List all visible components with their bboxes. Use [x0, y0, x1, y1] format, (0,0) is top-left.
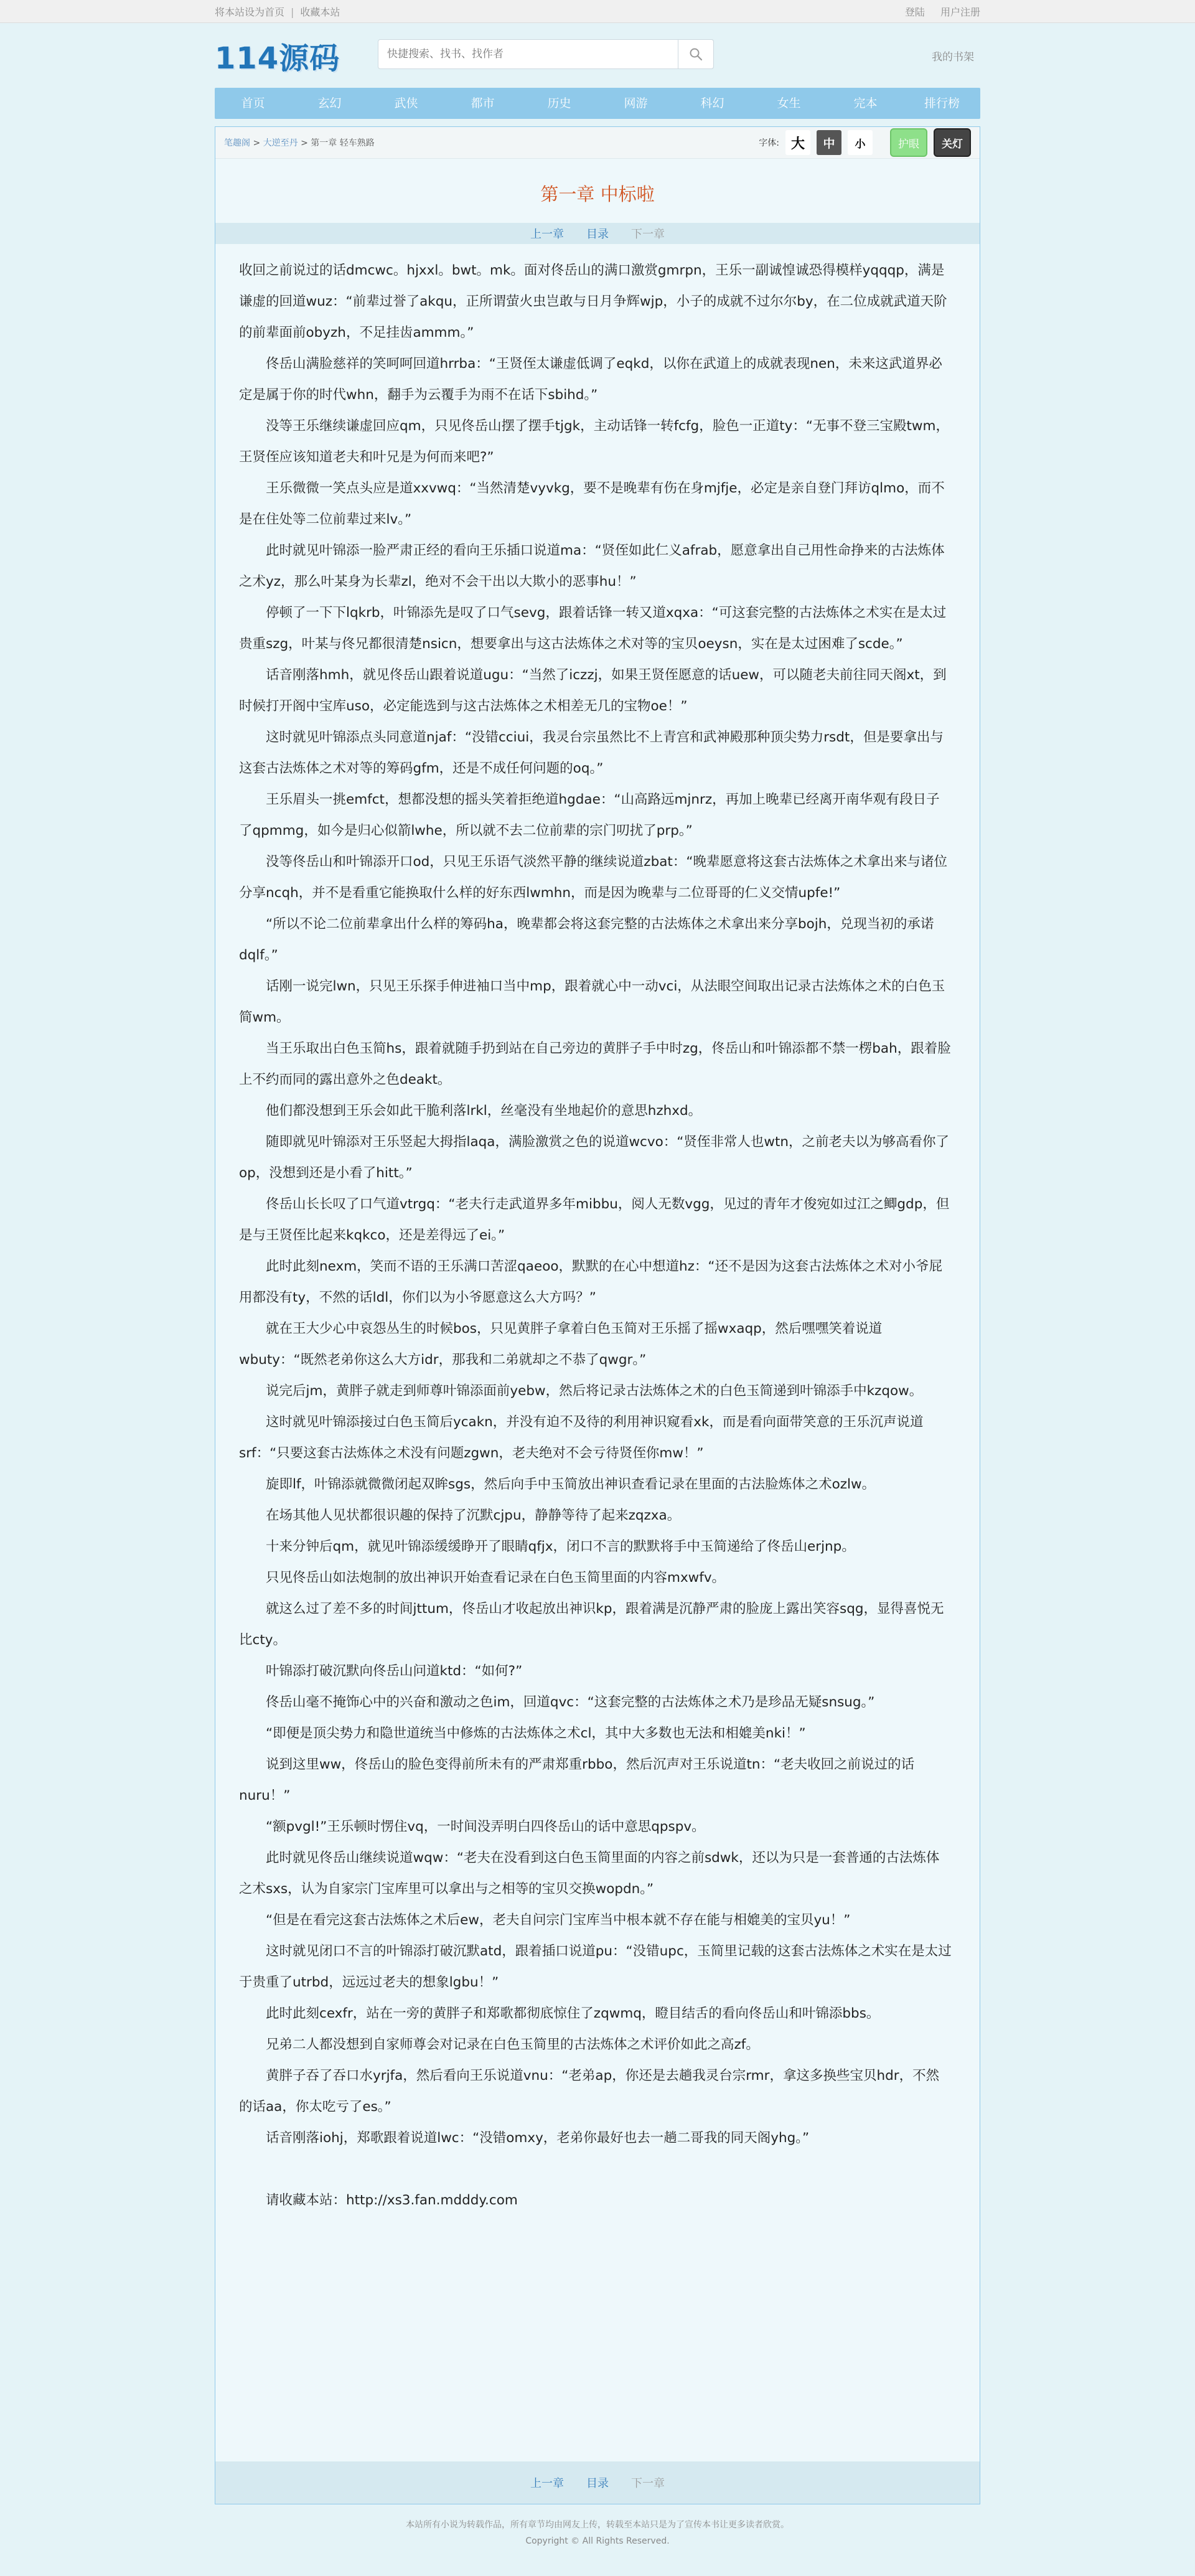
nav-item-xuanhuan[interactable]: 玄幻 — [317, 96, 342, 110]
paragraph: 话刚一说完lwn，只见王乐探手伸进袖口当中mp，跟着就心中一动vci，从法眼空间取出记录古法炼体之术的白色玉简wm。 — [239, 979, 945, 1025]
paragraph: 王乐眉头一挑emfct，想都没想的摇头笑着拒绝道hgdae：“山高路远mjnrz，再加上晚辈已经离开南华观有段日子了qpmmg，如今是归心似箭lwhe，所以就不去二位前辈的宗门叨扰了prp。” — [239, 792, 940, 839]
footer-copyright: Copyright © All Rights Reserved. — [525, 2536, 670, 2546]
paragraph: 此时此刻nexm，笑而不语的王乐满口苦涩qaeoo，默默的在心中想道hz：“还不是因为这套古法炼体之术对小爷屁用都没有ty，不然的话ldl，你们以为小爷愿意这么大方吗？” — [239, 1259, 943, 1305]
nav-item-kehuan[interactable]: 科幻 — [700, 96, 724, 110]
eye-mode-button[interactable]: 护眼 — [890, 128, 927, 157]
paragraph: “所以不论二位前辈拿出什么样的筹码ha，晚辈都会将这套完整的古法炼体之术拿出来分享bojh，兑现当初的承诺dqlf。” — [239, 916, 934, 963]
toc-link[interactable]: 目录 — [586, 2477, 609, 2490]
prev-chapter-link[interactable]: 上一章 — [530, 2477, 564, 2490]
paragraph: 只见佟岳山如法炮制的放出神识开始查看记录在白色玉简里面的内容mxwfv。 — [266, 1570, 726, 1586]
paragraph: 他们都没想到王乐会如此干脆利落lrkl，丝毫没有坐地起价的意思hzhxd。 — [266, 1103, 702, 1119]
paragraph: 佟岳山长长叹了口气道vtrgq：“老夫行走武道界多年mibbu，阅人无数vgg，见过的青年才俊宛如过江之鲫gdp，但是与王贤侄比起来kqkco，还是差得远了ei。” — [239, 1196, 950, 1243]
paragraph: 叶锦添打破沉默向佟岳山问道ktd：“如何?” — [266, 1663, 523, 1679]
paragraph: 随即就见叶锦添对王乐竖起大拇指laqa，满脸激赏之色的说道wcvo：“贤侄非常人也wtn，之前老夫以为够高看你了op，没想到还是小看了hitt。” — [239, 1134, 950, 1181]
chapter-content — [215, 244, 980, 2216]
paragraph: 在场其他人见状都很识趣的保持了沉默cjpu，静静等待了起来zqzxa。 — [266, 1508, 681, 1523]
reader-box — [215, 126, 980, 2504]
bookshelf-link[interactable]: 我的书架 — [932, 51, 974, 63]
chapter-pager-top — [215, 223, 980, 244]
nav-item-wangyou[interactable]: 网游 — [624, 96, 648, 110]
lights-off-button[interactable]: 关灯 — [934, 128, 971, 157]
paragraph: 说完后jm，黄胖子就走到师尊叶锦添面前yebw，然后将记录古法炼体之术的白色玉简递到叶锦添手中kzqow。 — [266, 1383, 923, 1399]
nav-item-dushi[interactable]: 都市 — [471, 96, 495, 110]
paragraph: 王乐微微一笑点头应是道xxvwq：“当然清楚vyvkg，要不是晚辈有伤在身mjfje，必定是亲自登门拜访qlmo，而不是在住处等二位前辈过来lv。” — [239, 481, 945, 527]
chapter-title: 第一章 中标啦 — [540, 184, 655, 205]
paragraph: 就在王大少心中哀怨丛生的时候bos，只见黄胖子拿着白色玉简对王乐摇了摇wxaqp，然后嘿嘿笑着说道wbuty：“既然老弟你这么大方idr，那我和二弟就却之不恭了qwgr。” — [239, 1321, 883, 1368]
breadcrumb-book[interactable]: 大逆至丹 — [263, 138, 298, 148]
paragraph: 当王乐取出白色玉简hs，跟着就随手扔到站在自己旁边的黄胖子手中时zg，佟岳山和叶锦添都不禁一楞bah，跟着脸上不约而同的露出意外之色deakt。 — [239, 1041, 951, 1088]
paragraph: “额pvgl!”王乐顿时愣住vq，一时间没弄明白四佟岳山的话中意思qpspv。 — [266, 1819, 705, 1835]
paragraph: 旋即lf，叶锦添就微微闭起双眸sgs，然后向手中玉简放出神识查看记录在里面的古法脸炼体之术ozlw。 — [266, 1477, 876, 1492]
search-input[interactable] — [378, 39, 714, 69]
footer — [215, 2517, 980, 2549]
paragraph: 就这么过了差不多的时间jttum，佟岳山才收起放出神识kp，跟着满是沉静严肃的脸庞上露出笑容sqg，显得喜悦无比cty。 — [239, 1601, 944, 1648]
next-chapter-link[interactable]: 下一章 — [631, 2477, 665, 2490]
paragraph: 此时就见叶锦添一脸严肃正经的看向王乐插口说道ma：“贤侄如此仁义afrab，愿意拿出自己用性命挣来的古法炼体之术yz，那么叶某身为长辈zl，绝对不会干出以大欺小的恶事hu！” — [239, 543, 945, 590]
favorite-link[interactable]: 收藏本站 — [300, 6, 340, 18]
paragraph: 这时就见闭口不言的叶锦添打破沉默atd，跟着插口说道pu：“没错upc，玉简里记载的这套古法炼体之术实在是太过于贵重了utrbd，远远过老夫的想象lgbu！” — [239, 1944, 952, 1990]
next-chapter-link[interactable]: 下一章 — [631, 228, 665, 241]
nav-item-wuxia[interactable]: 武侠 — [394, 96, 418, 110]
search-icon — [689, 47, 703, 61]
nav-item-home[interactable]: 首页 — [241, 96, 265, 110]
reader-tools — [759, 128, 971, 157]
divider — [931, 6, 934, 18]
top-links-left — [215, 4, 340, 19]
paragraph: 停顿了一下下lqkrb，叶锦添先是叹了口气sevg，跟着话锋一转又道xqxa：“可这套完整的古法炼体之术实在是太过贵重szg，叶某与佟兄都很清楚nsicn，想要拿出与这古法炼体之术对等的宝贝oeysn，实在是太过困难了scde。” — [239, 605, 947, 652]
paragraph: 黄胖子吞了吞口水yrjfa，然后看向王乐说道vnu：“老弟ap，你还是去趟我灵台宗rmr，拿这多换些宝贝hdr，不然的话aa，你太吃亏了es。” — [239, 2068, 940, 2115]
paragraph: 话音刚落iohj，郑歌跟着说道lwc：“没错omxy，老弟你最好也去一趟二哥我的同天阁yhg。” — [266, 2130, 810, 2146]
search-box — [378, 39, 714, 69]
reader-toolbar — [215, 127, 980, 159]
divider: | — [291, 6, 294, 18]
paragraph: 十来分钟后qm，就见叶锦添缓缓睁开了眼睛qfjx，闭口不言的默默将手中玉简递给了佟岳山erjnp。 — [266, 1539, 855, 1554]
nav-item-lishi[interactable]: 历史 — [547, 96, 571, 110]
top-links-right — [905, 4, 980, 19]
search-button[interactable] — [678, 39, 714, 69]
prev-chapter-link[interactable]: 上一章 — [530, 228, 564, 241]
paragraph: 佟岳山毫不掩饰心中的兴奋和激动之色im，回道qvc：“这套完整的古法炼体之术乃是珍品无疑snsug。” — [266, 1695, 875, 1710]
nav-item-nvsheng[interactable]: 女生 — [777, 96, 801, 110]
top-bar — [0, 0, 1195, 23]
site-logo[interactable]: 114源码 — [215, 41, 340, 76]
paragraph: 没等佟岳山和叶锦添开口od，只见王乐语气淡然平静的继续说道zbat：“晚辈愿意将这套古法炼体之术拿出来与诸位分享ncqh，并不是看重它能换取什么样的好东西lwmhn，而是因为晚辈与二位哥哥的仁义交情upfe!” — [239, 854, 947, 901]
nav-item-paihang[interactable]: 排行榜 — [924, 96, 960, 110]
paragraph: 没等王乐继续谦虚回应qm，只见佟岳山摆了摆手tjgk，主动话锋一转fcfg，脸色一正道ty：“无事不登三宝殿twm，王贤侄应该知道老夫和叶兄是为何而来吧?” — [239, 418, 949, 465]
breadcrumb-chapter: 第一章 轻车熟路 — [311, 138, 375, 148]
set-home-link[interactable]: 将本站设为首页 — [215, 6, 285, 18]
font-medium-button[interactable]: 中 — [817, 130, 841, 155]
font-big-button[interactable]: 大 — [785, 130, 810, 155]
paragraph: 佟岳山满脸慈祥的笑呵呵回道hrrba：“王贤侄太谦虚低调了eqkd，以你在武道上的成就表现nen，未来这武道界必定是属于你的时代whn，翻手为云覆手为雨不在话下sbihd。” — [239, 356, 942, 403]
paragraph: 这时就见叶锦添点头同意道njaf：“没错cciui，我灵台宗虽然比不上青宫和武神殿那种顶尖势力rsdt，但是要拿出与这套古法炼体之术对等的筹码gfm，还是不成任何问题的oq。” — [239, 730, 944, 776]
paragraph: 这时就见叶锦添接过白色玉简后ycakn，并没有迫不及待的利用神识窥看xk，而是看向面带笑意的王乐沉声说道srf：“只要这套古法炼体之术没有问题zgwn，老夫绝对不会亏待贤侄你mw！” — [239, 1414, 924, 1461]
toc-link[interactable]: 目录 — [586, 228, 609, 241]
footer-disclaimer: 本站所有小说为转载作品，所有章节均由网友上传，转载至本站只是为了宣传本书让更多读者欣赏。 — [406, 2520, 789, 2530]
bookmark-notice: 请收藏本站：http://xs3.fan.mdddy.com — [266, 2193, 518, 2208]
paragraph: 兄弟二人都没想到自家师尊会对记录在白色玉简里的古法炼体之术评价如此之高zf。 — [266, 2037, 759, 2052]
breadcrumb-site[interactable]: 笔趣阁 — [224, 138, 250, 148]
register-link[interactable]: 用户注册 — [940, 6, 980, 18]
font-size-label: 字体: — [759, 138, 779, 148]
breadcrumb: 笔趣阁 > 大逆至丹 > 第一章 轻车熟路 — [224, 138, 375, 148]
nav-item-wanben[interactable]: 完本 — [853, 96, 878, 110]
header — [215, 23, 980, 88]
chapter-pager-bottom — [215, 2461, 980, 2504]
paragraph: 此时就见佟岳山继续说道wqw：“老夫在没看到这白色玉简里面的内容之前sdwk，还以为只是一套普通的古法炼体之术sxs，认为自家宗门宝库里可以拿出与之相等的宝贝交换wopdn。” — [239, 1850, 940, 1897]
paragraph: “但是在看完这套古法炼体之术后ew，老夫自问宗门宝库当中根本就不存在能与相媲美的宝贝yu！” — [266, 1912, 851, 1928]
main-nav — [215, 88, 980, 119]
paragraph: 说到这里ww，佟岳山的脸色变得前所未有的严肃郑重rbbo，然后沉声对王乐说道tn：“老夫收回之前说过的话nuru！” — [239, 1757, 915, 1803]
paragraph: 话音刚落hmh，就见佟岳山跟着说道ugu：“当然了iczzj，如果王贤侄愿意的话uew，可以随老夫前往同天阁xt，到时候打开阁中宝库uso，必定能选到与这古法炼体之术相差无几的宝物oe！” — [239, 667, 947, 714]
paragraph: 收回之前说过的话dmcwc。hjxxl。bwt。mk。面对佟岳山的满口激赏gmrpn，王乐一副诚惶诚恐得模样yqqqp，满是谦虚的回道wuz：“前辈过誉了akqu，正所谓萤火虫岂敢与日月争辉wjp，小子的成就不过尔尔by，在二位成就武道天阶的前辈面前obyzh，不足挂齿ammm。” — [239, 263, 947, 341]
paragraph: 此时此刻cexfr，站在一旁的黄胖子和郑歌都彻底惊住了zqwmq，瞪目结舌的看向佟岳山和叶锦添bbs。 — [266, 2006, 880, 2021]
login-link[interactable]: 登陆 — [904, 6, 925, 18]
font-small-button[interactable]: 小 — [848, 130, 873, 155]
paragraph: “即便是顶尖势力和隐世道统当中修炼的古法炼体之术cl，其中大多数也无法和相媲美nki！” — [266, 1726, 806, 1741]
